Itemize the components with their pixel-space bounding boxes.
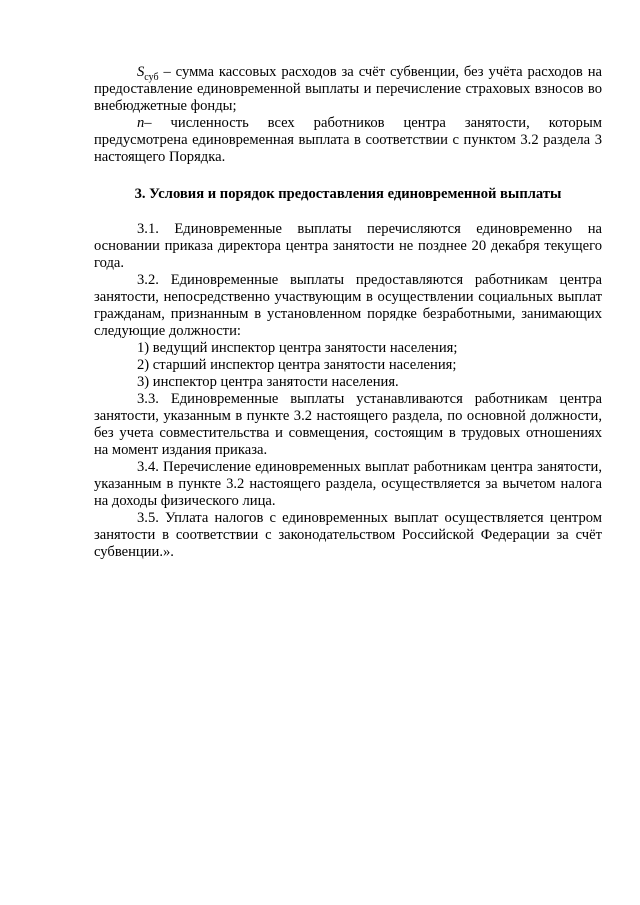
paragraph-3-4: 3.4. Перечисление единовременных выплат работникам центра занятости, указанным в пункте 3.2 настоящего раздела, осуществляется за вычетом налога на доходы физического лица. — [94, 459, 602, 509]
list-item: 1) ведущий инспектор центра занятости населения; — [137, 340, 458, 356]
var-n: n– — [137, 115, 152, 131]
paragraph-3-3: 3.3. Единовременные выплаты устанавливаются работникам центра занятости, указанным в пункте 3.2 настоящего раздела, по основной должности, без учета совместительства и совмещения, состоящим в трудовых отношениях на момент издания приказа. — [94, 391, 602, 458]
list-item: 2) старший инспектор центра занятости населения; — [137, 357, 457, 373]
list-item: 3) инспектор центра занятости населения. — [137, 374, 399, 390]
definition-s-sub — [94, 64, 602, 115]
section-title: 3. Условия и порядок предоставления единовременной выплаты — [134, 186, 562, 202]
definition-s-text: – сумма кассовых расходов за счёт субвенции, без учёта расходов на предоставление единовременной выплаты и перечисление страховых взносов во внебюджетные фонды; — [94, 64, 602, 114]
definition-n-text: численность всех работников центра занятости, которым предусмотрена единовременная выплата в соответствии с пунктом 3.2 раздела 3 настоящего Порядка. — [94, 115, 602, 165]
definition-n — [94, 115, 602, 166]
var-s: S — [137, 64, 145, 80]
paragraph-3-2: 3.2. Единовременные выплаты предоставляются работникам центра занятости, непосредственно участвующим в осуществлении социальных выплат гражданам, признанным в установленном порядке безработными, занимающих следующие должности: — [94, 272, 602, 339]
document-page — [94, 64, 602, 561]
var-s-subscript: суб — [144, 71, 159, 83]
paragraph-3-1: 3.1. Единовременные выплаты перечисляются единовременно на основании приказа директора центра занятости не позднее 20 декабря текущего года. — [94, 221, 602, 271]
paragraph-3-5: 3.5. Уплата налогов с единовременных выплат осуществляется центром занятости в соответствии с законодательством Российской Федерации за счёт субвенции.». — [94, 510, 602, 560]
